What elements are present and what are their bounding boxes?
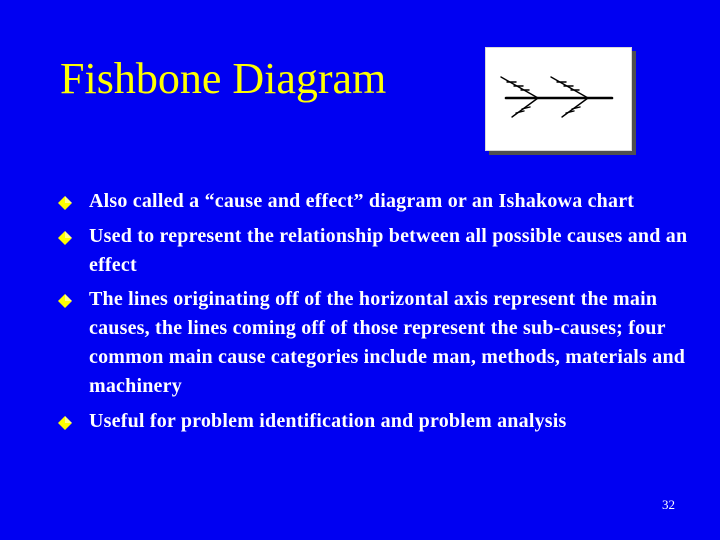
diamond-bullet-icon [58,294,72,308]
bullet-text: Useful for problem identification and problem analysis [89,409,567,432]
fishbone-diagram-icon [485,47,632,151]
diamond-bullet-icon [58,196,72,210]
bullet-text: Used to represent the relationship between all possible causes and an effect [89,224,688,276]
bullet-item [58,187,688,216]
slide-title: Fishbone Diagram [60,54,387,103]
diamond-bullet-icon [58,416,72,430]
fishbone-diagram-graphic [486,48,631,150]
diamond-bullet-icon [58,231,72,245]
bullet-list [58,187,688,441]
page-number: 32 [662,497,675,512]
bullet-text: The lines originating off of the horizontal axis represent the main causes, the lines coming off of those represent the sub-causes; four common main cause categories include man, methods, materials and machinery [89,288,686,397]
bullet-item [58,222,688,280]
bullet-text: Also called a “cause and effect” diagram or an Ishakowa chart [89,190,635,212]
bullet-item [58,285,688,400]
bullet-item [58,407,688,436]
